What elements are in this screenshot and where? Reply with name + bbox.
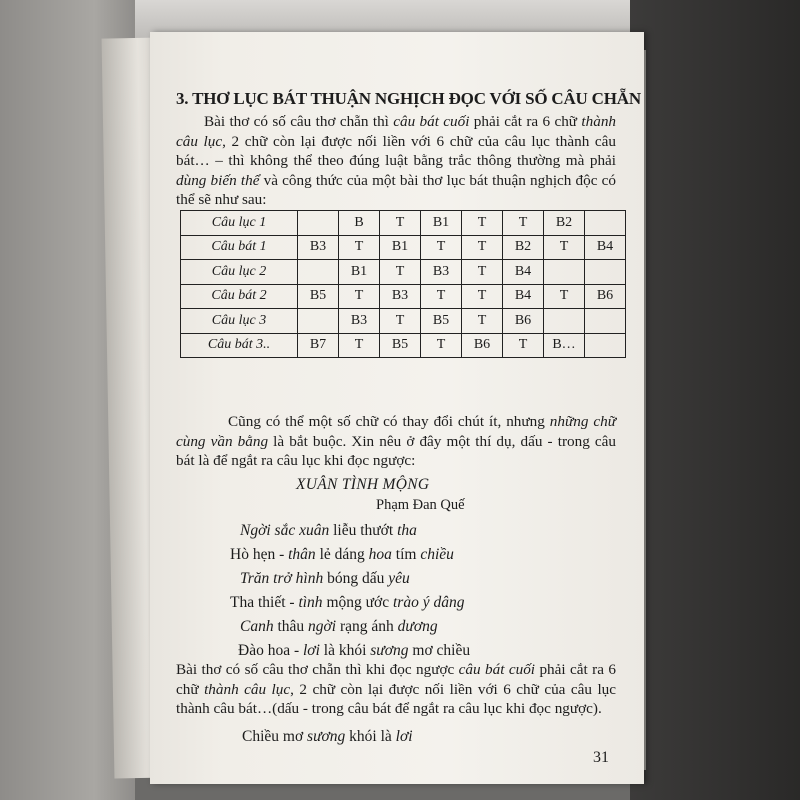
intro-paragraph [176, 112, 616, 210]
table-cell: T [544, 235, 585, 260]
poem-line [230, 594, 464, 612]
text-run: câu bát cuối [458, 661, 536, 678]
table-row [181, 235, 626, 260]
table-cell: T [339, 235, 380, 260]
text-run: mơ chiều [408, 642, 471, 659]
text-run: khói là [345, 728, 396, 745]
text-run: liễu thướt [329, 522, 398, 539]
book-page [150, 32, 644, 784]
row-label: Câu lục 1 [181, 211, 298, 236]
poem-line [240, 570, 410, 588]
table-cell: B… [544, 333, 585, 358]
text-run: thân [288, 546, 316, 563]
table-row [181, 309, 626, 334]
text-run: Tha thiết - [230, 594, 299, 611]
example-paragraph [176, 412, 616, 471]
table-cell [585, 309, 626, 334]
text-run: là khói [319, 642, 371, 659]
table-cell: B4 [585, 235, 626, 260]
table-cell: B4 [503, 284, 544, 309]
row-label: Câu bát 3.. [181, 333, 298, 358]
table-cell: T [380, 260, 421, 285]
text-run: trào ý dâng [392, 594, 465, 611]
table-cell: B2 [503, 235, 544, 260]
table-cell [544, 309, 585, 334]
table-cell: T [380, 211, 421, 236]
table-cell [544, 260, 585, 285]
table-row [181, 333, 626, 358]
text-run: tha [397, 522, 417, 539]
table-cell [298, 211, 339, 236]
text-run: yêu [388, 570, 410, 587]
meter-table [180, 210, 626, 358]
table-cell: B1 [380, 235, 421, 260]
poem-line [240, 618, 438, 636]
text-run: Ngời sắc [240, 522, 300, 539]
table-cell: B7 [298, 333, 339, 358]
text-run: bóng dấu [323, 570, 389, 587]
text-run: và công thức của một bài thơ lục bát thuận nghịch độc có thể sẽ như sau: [176, 171, 617, 208]
text-run: sương [370, 642, 409, 659]
table-row [181, 284, 626, 309]
table-cell: B1 [421, 211, 462, 236]
table-cell: T [421, 333, 462, 358]
text-run: tím [391, 546, 421, 563]
table-cell: B2 [544, 211, 585, 236]
row-label: Câu lục 3 [181, 309, 298, 334]
closing-paragraph [176, 660, 616, 719]
background-right [630, 0, 800, 800]
table-cell: T [421, 235, 462, 260]
text-run: thành câu lục [204, 680, 291, 698]
table-cell: T [462, 284, 503, 309]
table-row [181, 211, 626, 236]
table-cell: T [462, 211, 503, 236]
text-run: phải cắt ra 6 chữ [469, 113, 582, 130]
text-run: rạng ánh [336, 618, 398, 635]
text-run: Bài thơ có số câu thơ chẵn thì [204, 113, 394, 130]
table-cell [298, 260, 339, 285]
table-cell: B6 [462, 333, 503, 358]
table-cell: B6 [503, 309, 544, 334]
text-run: dương [397, 618, 438, 635]
text-run: những chữ cùng vần bằng [176, 413, 616, 450]
text-run: , 2 chữ còn lại được nối liền với 6 chữ của câu lục thành câu bát… – thì không thể theo đúng luật bằng trắc thông thường mà phải [176, 132, 617, 169]
poem-title: XUÂN TÌNH MỘNG [296, 476, 430, 493]
table-cell: T [339, 333, 380, 358]
table-cell: B4 [503, 260, 544, 285]
table-cell: T [503, 333, 544, 358]
text-run: Trăn trở hình [240, 570, 324, 587]
table-cell: B3 [339, 309, 380, 334]
table-cell [298, 309, 339, 334]
table-row [181, 260, 626, 285]
table-cell: T [462, 309, 503, 334]
text-run: , 2 chữ còn lại được nối liền với 6 chữ của câu lục thành câu bát…(dấu - trong câu bát để ngắt ra câu lục khi đọc ngược). [176, 680, 617, 717]
table-cell: T [544, 284, 585, 309]
table-cell: B6 [585, 284, 626, 309]
text-run: Đào hoa - [238, 642, 303, 659]
poem-line [230, 546, 454, 564]
table-cell: B5 [380, 333, 421, 358]
text-run: Chiều mơ [242, 728, 308, 745]
table-cell: T [421, 284, 462, 309]
text-run: chiều [420, 546, 454, 563]
table-cell: T [339, 284, 380, 309]
table-cell: B [339, 211, 380, 236]
table-cell: T [380, 309, 421, 334]
table-cell: T [462, 235, 503, 260]
table-cell: B1 [339, 260, 380, 285]
text-run: là bắt buộc. Xin nêu ở đây một thí dụ, dấu - trong câu bát là để ngắt ra câu lục khi đọc ngược: [176, 432, 616, 469]
table-cell: B3 [380, 284, 421, 309]
text-run: lơi [303, 642, 320, 659]
section-heading: 3. THƠ LỤC BÁT THUẬN NGHỊCH ĐỌC VỚI SỐ CÂU CHẴN [176, 89, 641, 108]
table-cell [585, 211, 626, 236]
table-cell: B5 [298, 284, 339, 309]
table-cell: T [503, 211, 544, 236]
text-run: Bài thơ có số câu thơ chẵn thì khi đọc ngược [176, 661, 459, 678]
table-cell: B3 [298, 235, 339, 260]
table-cell: B3 [421, 260, 462, 285]
text-run: phải cắt ra 6 chữ [176, 661, 616, 698]
text-run: lơi [395, 728, 413, 745]
text-run: thành câu lục [176, 113, 617, 150]
reversed-poem-line [242, 728, 413, 746]
table-cell [585, 333, 626, 358]
text-run: xuân [299, 522, 330, 539]
poem-line [238, 642, 470, 660]
row-label: Câu lục 2 [181, 260, 298, 285]
text-run: Canh [240, 618, 274, 635]
poem-line [240, 522, 417, 540]
text-run: mộng ước [322, 594, 393, 611]
poem-author: Phạm Đan Quế [376, 497, 465, 513]
table-cell: B5 [421, 309, 462, 334]
text-run: câu bát cuối [393, 113, 470, 130]
text-run: hoa [368, 546, 392, 563]
text-run: tình [298, 594, 323, 611]
text-run: ngời [308, 618, 337, 635]
page-number: 31 [593, 749, 609, 766]
text-run: Hò hẹn - [230, 546, 289, 563]
table-cell: T [462, 260, 503, 285]
text-run: dùng biến thể [176, 171, 260, 189]
text-run: lẻ dáng [315, 546, 369, 563]
table-cell [585, 260, 626, 285]
row-label: Câu bát 2 [181, 284, 298, 309]
text-run: Cũng có thể một số chữ có thay đổi chút ít, nhưng [228, 413, 550, 430]
text-run: sương [307, 728, 346, 745]
text-run: thâu [273, 618, 309, 635]
row-label: Câu bát 1 [181, 235, 298, 260]
